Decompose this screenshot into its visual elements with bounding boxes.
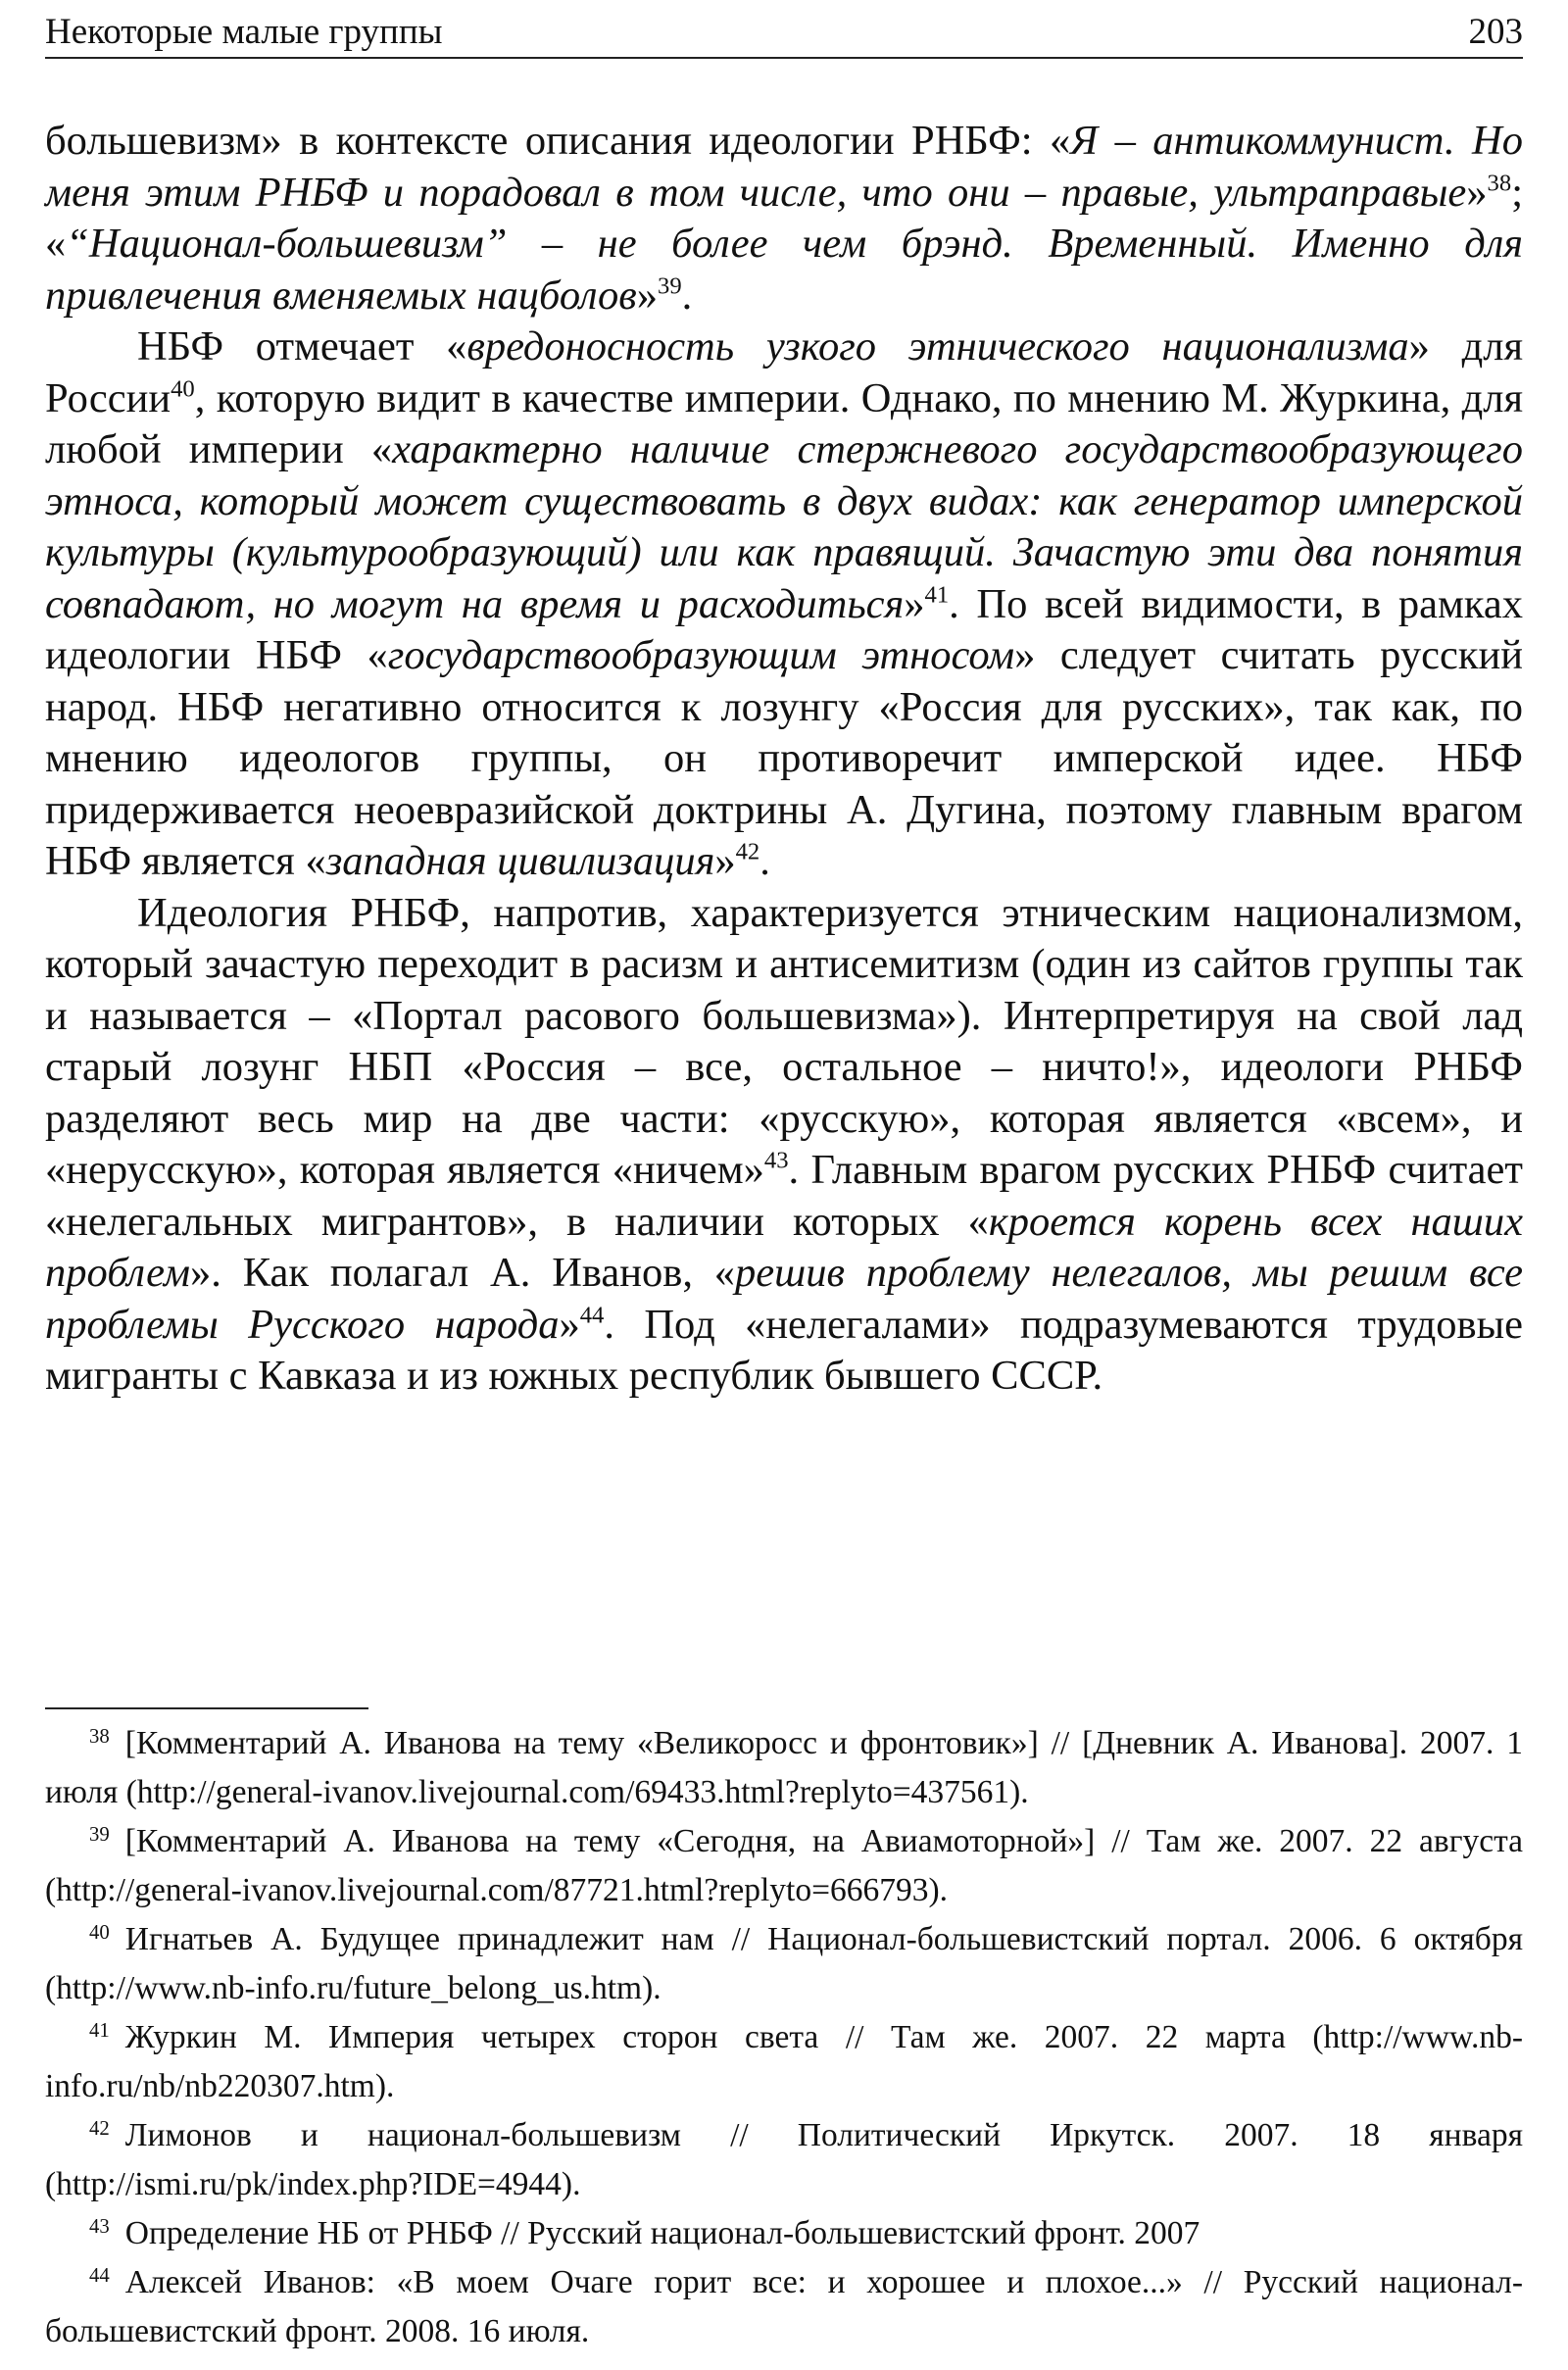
footnote-text: Определение НБ от РНБФ // Русский национал-большевистский фронт. 2007 — [124, 2215, 1200, 2251]
footnote — [45, 1817, 1523, 1915]
footnote — [45, 2258, 1523, 2356]
footnote — [45, 2013, 1523, 2111]
footnotes — [45, 1719, 1523, 2356]
quote: западная цивилизация — [325, 838, 715, 884]
footnote-ref-43[interactable]: 43 — [763, 1147, 789, 1174]
paragraph-1: большевизм» в контексте описания идеологии РНБФ: «Я – антикоммунист. Но меня этим РНБФ и порадовал в том числе, что они – правые, ультраправые»$^{38}$; «“Национал-большевизм” – не более чем брэнд. Временный. Именно для привлечения вменяемых нацболов»$^{39}$. — [45, 118, 1524, 319]
page-number: 203 — [1468, 12, 1523, 52]
footnote-number: 38 — [89, 1724, 110, 1748]
quote: “Национал-большевизм” – не более чем брэнд. Временный. Именно для привлечения вменяемых нацболов — [45, 221, 1523, 319]
quote: кроется корень всех наших проблем — [45, 1198, 1523, 1296]
footnote-separator — [45, 1707, 368, 1709]
footnote-ref-38[interactable]: 38 — [1487, 170, 1512, 197]
footnote-text: [Комментарий А. Иванова на тему «Сегодня, на Авиамоторной»] // Там же. 2007. 22 августа (http://general-ivanov.livejournal.com/87721.html?replyto=666793). — [45, 1823, 1523, 1908]
footnote — [45, 2111, 1523, 2209]
quote: характерно наличие стержневого государствообразующего этноса, который может существовать в двух видах: как генератор имперской культуры (культурообразующий) или как правящий. Зачастую эти два понятия совпадают, но могут на время и расходиться — [45, 426, 1524, 627]
quote: государствообразующим этносом — [387, 632, 1015, 678]
footnote-text: Алексей Иванов: «В моем Очаге горит все: и хорошее и плохое...» // Русский национал-большевистский фронт. 2008. 16 июля. — [45, 2264, 1523, 2349]
footnote-ref-42[interactable]: 42 — [735, 838, 760, 865]
paragraph-2: НБФ отмечает «вредоносность узкого этнического национализма» для России$^{40}$, которую видит в качестве империи. Однако, по мнению М. Журкина, для любой империи «характерно наличие стержневого государствообразующего этноса, который может существовать в двух видах: как генератор имперской культуры (культурообразующий) или как правящий. Зачастую эти два понятия совпадают, но могут на время и расходиться»$^{41}$. По всей видимости, в рамках идеологии НБФ «государствообразующим этносом» следует считать русский народ. НБФ негативно относится к лозунгу «Россия для русских», так как, по мнению идеологов группы, он противоречит имперской идее. НБФ придерживается неоевразийской доктрины А. Дугина, поэтому главным врагом НБФ является «западная цивилизация»$^{42}$. — [45, 323, 1524, 884]
footnote-ref-40[interactable]: 40 — [171, 375, 195, 403]
footnote-ref-44[interactable]: 44 — [579, 1302, 605, 1329]
footnote-ref-39[interactable]: 39 — [658, 272, 682, 300]
page-header — [45, 8, 1523, 59]
footnote — [45, 2209, 1523, 2258]
quote: вредоносность узкого этнического национализма — [466, 323, 1409, 370]
footnote-text: Игнатьев А. Будущее принадлежит нам // Национал-большевистский портал. 2006. 6 октября (http://www.nb-info.ru/future_belong_us.htm). — [45, 1921, 1523, 2006]
footnote-number: 44 — [89, 2263, 110, 2287]
paragraph-3: Идеология РНБФ, напротив, характеризуется этническим национализмом, который зачастую переходит в расизм и антисемитизм (один из сайтов группы так и называется – «Портал расового большевизма»). Интерпретируя на свой лад старый лозунг НБП «Россия – все, остальное – ничто!», идеологи РНБФ разделяют весь мир на две части: «русскую», которая является «всем», и «нерусскую», которая является «ничем»$^{43}$. Главным врагом русских РНБФ считает «нелегальных мигрантов», в наличии которых «кроется корень всех наших проблем». Как полагал А. Иванов, «решив проблему нелегалов, мы решим все проблемы Русского народа»$^{44}$. Под «нелегалами» подразумеваются трудовые мигранты с Кавказа и из южных республик бывшего СССР. — [45, 889, 1524, 1399]
footnote — [45, 1719, 1523, 1817]
running-title: Некоторые малые группы — [45, 12, 443, 52]
quote: решив проблему нелегалов, мы решим все проблемы Русского народа — [45, 1250, 1524, 1348]
footnote-number: 39 — [89, 1822, 110, 1846]
quote: Я – антикоммунист. Но меня этим РНБФ и порадовал в том числе, что они – правые, ультраправые — [45, 118, 1524, 216]
footnote-number: 40 — [89, 1920, 110, 1944]
footnote-text: Лимонов и национал-большевизм // Политический Иркутск. 2007. 18 января (http://ismi.ru/pk/index.php?IDE=4944). — [45, 2117, 1523, 2202]
footnote — [45, 1915, 1523, 2013]
footnote-number: 43 — [89, 2214, 110, 2238]
main-text — [45, 116, 1523, 1403]
footnote-ref-41[interactable]: 41 — [924, 581, 950, 609]
footnote-text: Журкин М. Империя четырех сторон света // Там же. 2007. 22 марта (http://www.nb-info.ru/nb/nb220307.htm). — [45, 2019, 1523, 2104]
footnote-text: [Комментарий А. Иванова на тему «Великоросс и фронтовик»] // [Дневник А. Иванова]. 2007. 1 июля (http://general-ivanov.livejournal.com/69433.html?replyto=437561). — [45, 1725, 1523, 1810]
footnote-number: 42 — [89, 2116, 110, 2140]
footnote-number: 41 — [89, 2018, 110, 2042]
